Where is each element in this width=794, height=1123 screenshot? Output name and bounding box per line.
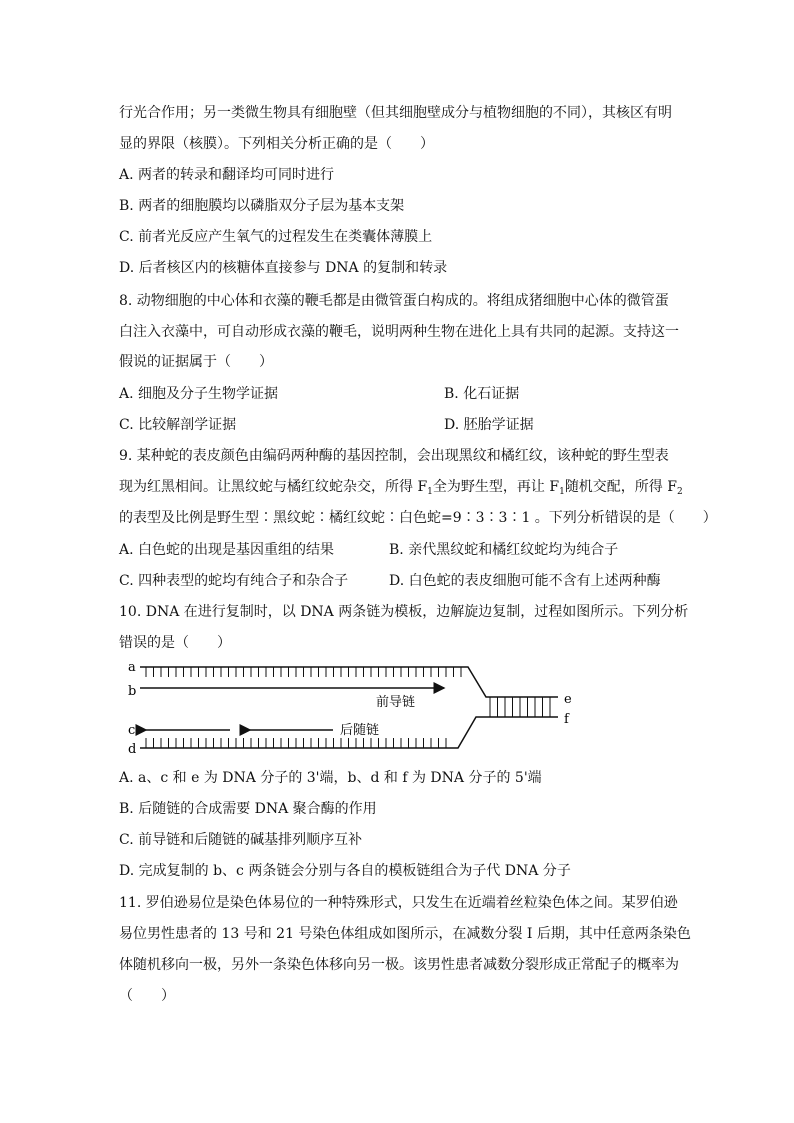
q8-option-b: B. 化石证据 xyxy=(444,386,520,402)
q9-option-b: B. 亲代黑纹蛇和橘红纹蛇均为纯合子 xyxy=(389,542,619,558)
q8-stem-line-1: 8. 动物细胞的中心体和衣藻的鞭毛都是由微管蛋白构成的。将组成猪细胞中心体的微管蛋 xyxy=(119,293,669,309)
q9-option-d: D. 白色蛇的表皮细胞可能不含有上述两种酶 xyxy=(389,573,661,589)
q10-stem-line-1: 10. DNA 在进行复制时，以 DNA 两条链为模板，边解旋边复制，过程如图所示。下列分析 xyxy=(119,604,689,620)
q10-option-d: D. 完成复制的 b、c 两条链会分别与各自的模板链组合为子代 DNA 分子 xyxy=(119,863,571,879)
q10-option-b: B. 后随链的合成需要 DNA 聚合酶的作用 xyxy=(119,801,377,817)
label-b: b xyxy=(128,684,137,699)
subscript-1: 1 xyxy=(559,487,565,497)
q7-option-c: C. 前者光反应产生氧气的过程发生在类囊体薄膜上 xyxy=(119,229,433,245)
q7-option-a: A. 两者的转录和翻译均可同时进行 xyxy=(119,167,335,183)
q8-option-d: D. 胚胎学证据 xyxy=(444,417,534,433)
q10-option-a: A. a、c 和 e 为 DNA 分子的 3'端，b、d 和 f 为 DNA 分子的 5'端 xyxy=(119,770,542,786)
label-e: e xyxy=(564,692,572,707)
q9-option-c: C. 四种表型的蛇均有纯合子和杂合子 xyxy=(119,573,349,589)
strand-a-ticks xyxy=(146,667,550,707)
q8-option-c: C. 比较解剖学证据 xyxy=(119,417,237,433)
q9-stem-line-1: 9. 某种蛇的表皮颜色由编码两种酶的基因控制，会出现黑纹和橘红纹，该种蛇的野生型表 xyxy=(119,448,669,464)
q11-stem-line-4: （ ） xyxy=(119,988,175,1004)
subscript-2: 2 xyxy=(676,487,683,497)
label-c: c xyxy=(128,723,136,738)
dna-replication-diagram xyxy=(118,657,588,757)
q9-option-a: A. 白色蛇的出现是基因重组的结果 xyxy=(119,542,335,558)
q11-stem-line-3: 体随机移向一极，另外一条染色体移向另一极。该男性患者减数分裂形成正常配子的概率为 xyxy=(119,957,679,973)
q8-stem-line-3: 假说的证据属于（ ） xyxy=(119,354,273,370)
q10-stem-line-2: 错误的是（ ） xyxy=(119,635,231,651)
lagging-strand-label: 后随链 xyxy=(340,723,380,738)
label-a: a xyxy=(128,660,136,675)
q9-stem-line-2: 现为红黑相间。让黑纹蛇与橘红纹蛇杂交，所得 $F_1$全为野生型，再让 $F_1$随机交配，所得 $F_2$ xyxy=(119,479,683,497)
label-d: d xyxy=(128,742,137,757)
q9-stem-line-3: 的表型及比例是野生型∶黑纹蛇∶橘红纹蛇∶白色蛇=9∶3∶3∶1 。下列分析错误的是（ ） xyxy=(119,510,717,526)
leading-strand-label: 前导链 xyxy=(376,695,416,710)
q8-stem-line-2: 白注入衣藻中，可自动形成衣藻的鞭毛，说明两种生物在进化上具有共同的起源。支持这一 xyxy=(119,324,679,340)
q7-stem-line-1: 行光合作用；另一类微生物具有细胞壁（但其细胞壁成分与植物细胞的不同），其核区有明 xyxy=(119,105,672,121)
q8-option-a: A. 细胞及分子生物学证据 xyxy=(119,386,279,402)
q7-stem-line-2: 显的界限（核膜）。下列相关分析正确的是（ ） xyxy=(119,136,434,152)
q11-stem-line-1: 11. 罗伯逊易位是染色体易位的一种特殊形式，只发生在近端着丝粒染色体之间。某罗伯逊 xyxy=(119,895,678,911)
q11-stem-line-2: 易位男性患者的 13 号和 21 号染色体组成如图所示，在减数分裂 I 后期，其中任意两条染色 xyxy=(119,926,691,942)
q7-option-d: D. 后者核区内的核糖体直接参与 DNA 的复制和转录 xyxy=(119,260,448,276)
label-f: f xyxy=(564,712,569,727)
q10-option-c: C. 前导链和后随链的碱基排列顺序互补 xyxy=(119,832,363,848)
q7-option-b: B. 两者的细胞膜均以磷脂双分子层为基本支架 xyxy=(119,198,405,214)
subscript-1: 1 xyxy=(427,487,433,497)
